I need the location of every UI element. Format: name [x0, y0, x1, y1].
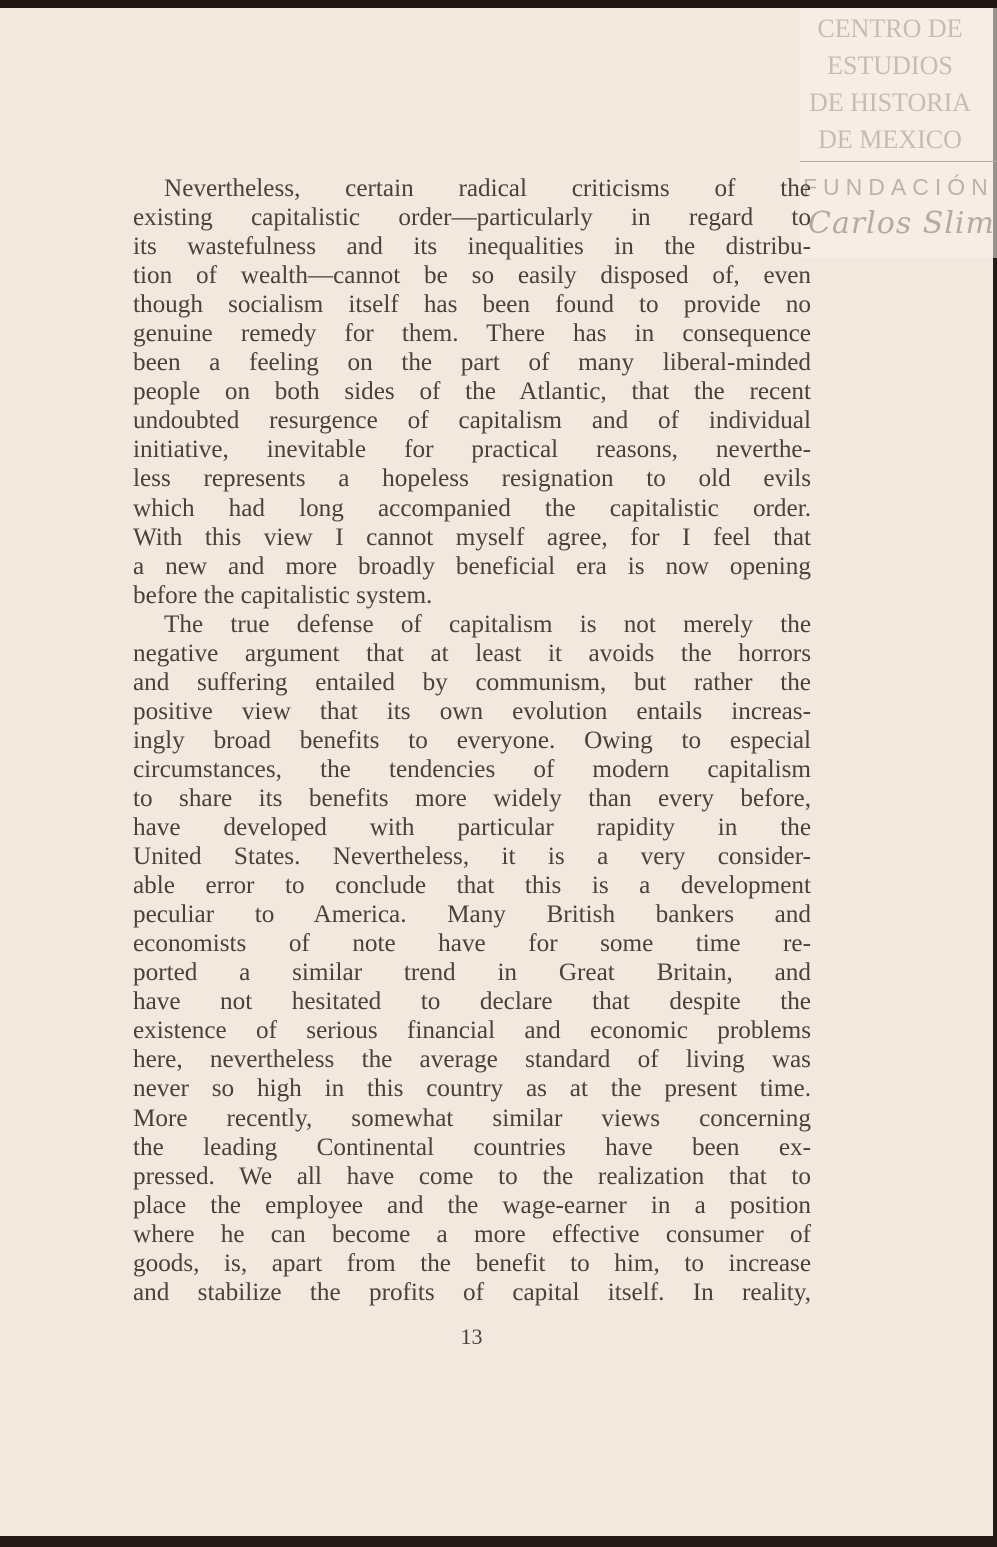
text-line: More recently, somewhat similar views concerning — [133, 1104, 811, 1132]
watermark-divider — [800, 161, 997, 162]
paragraph-1 — [133, 174, 811, 610]
text-line: pressed. We all have come to the realization that to — [133, 1162, 811, 1190]
watermark-line: DE MEXICO — [818, 125, 962, 154]
text-line: before the capitalistic system. — [133, 581, 433, 609]
text-line: undoubted resurgence of capitalism and of individual — [133, 407, 811, 435]
text-line: negative argument that at least it avoids the horrors — [133, 639, 811, 667]
text-line: though socialism itself has been found to provide no — [133, 291, 811, 319]
text-line: where he can become a more effective consumer of — [133, 1220, 811, 1248]
watermark-line: ESTUDIOS — [827, 51, 953, 80]
page-number: 13 — [460, 1324, 483, 1349]
text-line: and suffering entailed by communism, but rather the — [133, 668, 811, 696]
body-text — [133, 174, 811, 1307]
text-line: existence of serious financial and economic problems — [133, 1017, 811, 1045]
text-line: ingly broad benefits to everyone. Owing to especial — [133, 726, 811, 754]
text-line: have not hesitated to declare that despite the — [133, 988, 811, 1016]
text-line: never so high in this country as at the present time. — [133, 1075, 811, 1103]
text-line: and stabilize the profits of capital itself. In reality, — [133, 1278, 811, 1306]
text-line: peculiar to America. Many British bankers and — [133, 901, 811, 929]
text-line: goods, is, apart from the benefit to him, to increase — [133, 1249, 811, 1277]
text-line: its wastefulness and its inequalities in the distribu- — [133, 233, 811, 261]
text-line: United States. Nevertheless, it is a very consider- — [133, 843, 811, 871]
text-line: existing capitalistic order—particularly in regard to — [133, 204, 811, 232]
text-line: been a feeling on the part of many liberal-minded — [133, 349, 811, 377]
text-line: genuine remedy for them. There has in consequence — [133, 320, 811, 348]
text-line: place the employee and the wage-earner in a position — [133, 1191, 811, 1219]
text-line: The true defense of capitalism is not merely the — [164, 610, 811, 638]
text-line: ported a similar trend in Great Britain, and — [133, 959, 811, 987]
text-line: to share its benefits more widely than every before, — [133, 784, 811, 812]
watermark-signature: Carlos Slim — [808, 206, 995, 241]
text-line: which had long accompanied the capitalistic order. — [133, 494, 811, 522]
text-line: less represents a hopeless resignation to old evils — [133, 465, 811, 493]
archive-watermark — [800, 8, 997, 258]
scan-bottom-edge — [0, 1536, 997, 1547]
text-line: able error to conclude that this is a development — [133, 872, 811, 900]
text-line: positive view that its own evolution entails increas- — [133, 697, 811, 725]
book-page — [0, 8, 996, 1536]
text-line: have developed with particular rapidity in the — [133, 814, 811, 842]
text-line: tion of wealth—cannot be so easily disposed of, even — [133, 262, 811, 290]
text-line: With this view I cannot myself agree, for I feel that — [133, 523, 811, 551]
watermark-foundation: FUNDACIÓN — [803, 174, 994, 200]
watermark-line: DE HISTORIA — [808, 88, 972, 117]
paragraph-2 — [133, 610, 811, 1307]
text-line: initiative, inevitable for practical reasons, neverthe- — [133, 436, 811, 464]
text-line: Nevertheless, certain radical criticisms of the — [164, 175, 811, 202]
watermark-institution — [800, 10, 980, 158]
text-line: people on both sides of the Atlantic, that the recent — [133, 378, 811, 406]
text-line: the leading Continental countries have been ex- — [133, 1133, 811, 1161]
text-line: circumstances, the tendencies of modern capitalism — [133, 755, 811, 783]
text-line: economists of note have for some time re- — [133, 930, 811, 958]
text-line: here, nevertheless the average standard of living was — [133, 1046, 811, 1074]
watermark-line: CENTRO DE — [817, 14, 963, 43]
text-line: a new and more broadly beneficial era is now opening — [133, 552, 811, 580]
